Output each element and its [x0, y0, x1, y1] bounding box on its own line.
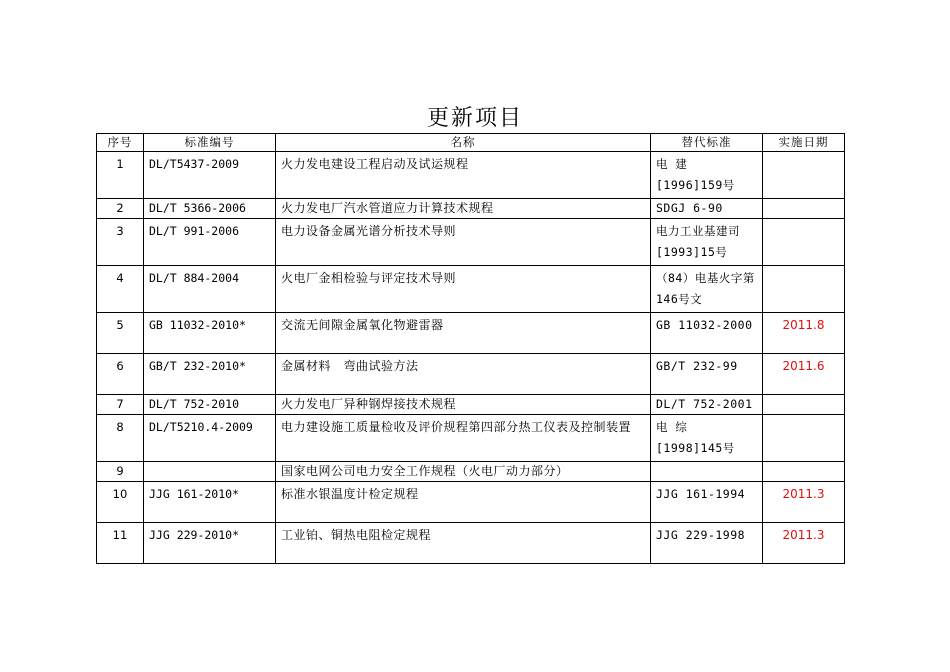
cell-code: DL/T 884-2004 — [144, 266, 276, 313]
cell-seq: 6 — [97, 354, 144, 395]
header-date: 实施日期 — [763, 134, 845, 152]
cell-name: 交流无间隙金属氧化物避雷器 — [276, 313, 651, 354]
cell-date — [763, 395, 845, 415]
cell-date — [763, 266, 845, 313]
cell-name: 火电厂金相检验与评定技术导则 — [276, 266, 651, 313]
cell-replaced: SDGJ 6-90 — [651, 199, 763, 219]
cell-date: 2011.3 — [763, 523, 845, 564]
table-row — [97, 523, 845, 564]
cell-date — [763, 462, 845, 482]
cell-code: DL/T 752-2010 — [144, 395, 276, 415]
cell-replaced: JJG 229-1998 — [651, 523, 763, 564]
cell-date — [763, 219, 845, 266]
cell-replaced: 电 综 [1998]145号 — [651, 415, 763, 462]
cell-date — [763, 199, 845, 219]
document-title: 更新项目 — [426, 106, 523, 131]
cell-date: 2011.3 — [763, 482, 845, 523]
cell-code: DL/T 5366-2006 — [144, 199, 276, 219]
cell-seq: 3 — [97, 219, 144, 266]
cell-seq: 1 — [97, 152, 144, 199]
cell-code: DL/T5437-2009 — [144, 152, 276, 199]
cell-seq: 7 — [97, 395, 144, 415]
cell-replaced: （84）电基火字第146号文 — [651, 266, 763, 313]
cell-name: 电力设备金属光谱分析技术导则 — [276, 219, 651, 266]
cell-replaced: 电力工业基建司[1993]15号 — [651, 219, 763, 266]
cell-code: GB 11032-2010* — [144, 313, 276, 354]
cell-name: 火力发电厂汽水管道应力计算技术规程 — [276, 199, 651, 219]
table-row — [97, 395, 845, 415]
table-row — [97, 152, 845, 199]
header-code: 标准编号 — [144, 134, 276, 152]
table-row — [97, 354, 845, 395]
header-seq: 序号 — [97, 134, 144, 152]
table-row — [97, 199, 845, 219]
cell-name: 火力发电建设工程启动及试运规程 — [276, 152, 651, 199]
header-replaced: 替代标准 — [651, 134, 763, 152]
table-row — [97, 482, 845, 523]
table-row — [97, 313, 845, 354]
cell-code: GB/T 232-2010* — [144, 354, 276, 395]
cell-seq: 2 — [97, 199, 144, 219]
cell-name: 标准水银温度计检定规程 — [276, 482, 651, 523]
cell-code: JJG 229-2010* — [144, 523, 276, 564]
cell-name: 金属材料 弯曲试验方法 — [276, 354, 651, 395]
cell-date — [763, 415, 845, 462]
table-row — [97, 266, 845, 313]
standards-table — [96, 133, 845, 564]
cell-code: DL/T 991-2006 — [144, 219, 276, 266]
table-row — [97, 462, 845, 482]
cell-name: 工业铂、铜热电阻检定规程 — [276, 523, 651, 564]
cell-name: 电力建设施工质量检收及评价规程第四部分热工仪表及控制装置 — [276, 415, 651, 462]
cell-date: 2011.6 — [763, 354, 845, 395]
cell-code: DL/T5210.4-2009 — [144, 415, 276, 462]
cell-seq: 11 — [97, 523, 144, 564]
cell-seq: 8 — [97, 415, 144, 462]
cell-date: 2011.8 — [763, 313, 845, 354]
cell-replaced: JJG 161-1994 — [651, 482, 763, 523]
cell-replaced: GB/T 232-99 — [651, 354, 763, 395]
cell-replaced: DL/T 752-2001 — [651, 395, 763, 415]
cell-seq: 9 — [97, 462, 144, 482]
table-header-row — [97, 134, 845, 152]
cell-seq: 5 — [97, 313, 144, 354]
cell-replaced: 电 建 [1996]159号 — [651, 152, 763, 199]
cell-replaced — [651, 462, 763, 482]
table-row — [97, 219, 845, 266]
cell-date — [763, 152, 845, 199]
cell-seq: 10 — [97, 482, 144, 523]
cell-code: JJG 161-2010* — [144, 482, 276, 523]
table-row — [97, 415, 845, 462]
cell-name: 国家电网公司电力安全工作规程（火电厂动力部分） — [276, 462, 651, 482]
cell-name: 火力发电厂异种钢焊接技术规程 — [276, 395, 651, 415]
cell-seq: 4 — [97, 266, 144, 313]
cell-code — [144, 462, 276, 482]
cell-replaced: GB 11032-2000 — [651, 313, 763, 354]
header-name: 名称 — [276, 134, 651, 152]
